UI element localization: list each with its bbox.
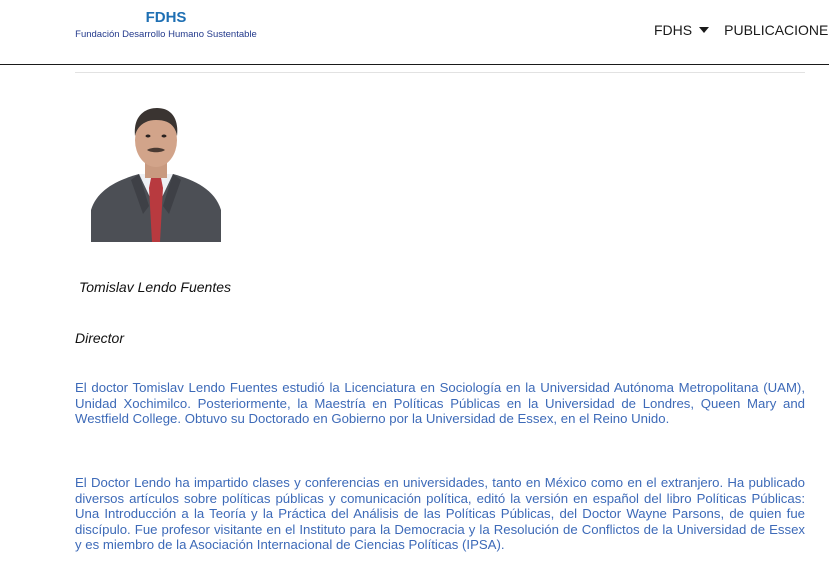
site-logo[interactable]: [68, 8, 264, 42]
content-divider: [75, 72, 805, 73]
site-header: [0, 0, 829, 65]
main-nav: [654, 21, 828, 39]
nav-item-label: FDHS: [654, 22, 693, 38]
nav-item-fdhs[interactable]: [654, 21, 709, 39]
logo-title: FDHS: [145, 9, 187, 26]
bio-paragraph-1: El doctor Tomislav Lendo Fuentes estudió la Licenciatura en Sociología en la Universidad Autónoma Metropolitana (UAM), Unidad Xochimilco. Posteriormente, la Maestría en Políticas Públicas en la Universidad de Londres, Queen Mary and Westfield College. Obtuvo su Doctorado en Gobierno por la Universidad de Essex, en el Reino Unido.: [75, 380, 805, 426]
person-portrait-image: [91, 106, 221, 242]
person-name: Tomislav Lendo Fuentes: [79, 279, 232, 295]
nav-item-label: PUBLICACIONE: [724, 22, 829, 38]
nav-item-publicaciones[interactable]: [724, 21, 828, 39]
logo-subtitle: Fundación Desarrollo Humano Sustentable: [75, 29, 257, 40]
person-role: Director: [75, 330, 125, 346]
profile-photo: [91, 106, 221, 242]
caret-down-icon: [699, 27, 709, 33]
bio-paragraph-2: El Doctor Lendo ha impartido clases y conferencias en universidades, tanto en México como en el extranjero. Ha publicado diversos artículos sobre políticas públicas y comunicación política, editó la versión en español del libro Políticas Públicas: Una Introducción a la Teoría y la Práctica del Análisis de las Políticas Públicas, del Doctor Wayne Parsons, de quien fue discípulo. Fue profesor visitante en el Instituto para la Democracia y la Resolución de Conflictos de la Universidad de Essex y es miembro de la Asociación Internacional de Ciencias Políticas (IPSA).: [75, 475, 805, 552]
